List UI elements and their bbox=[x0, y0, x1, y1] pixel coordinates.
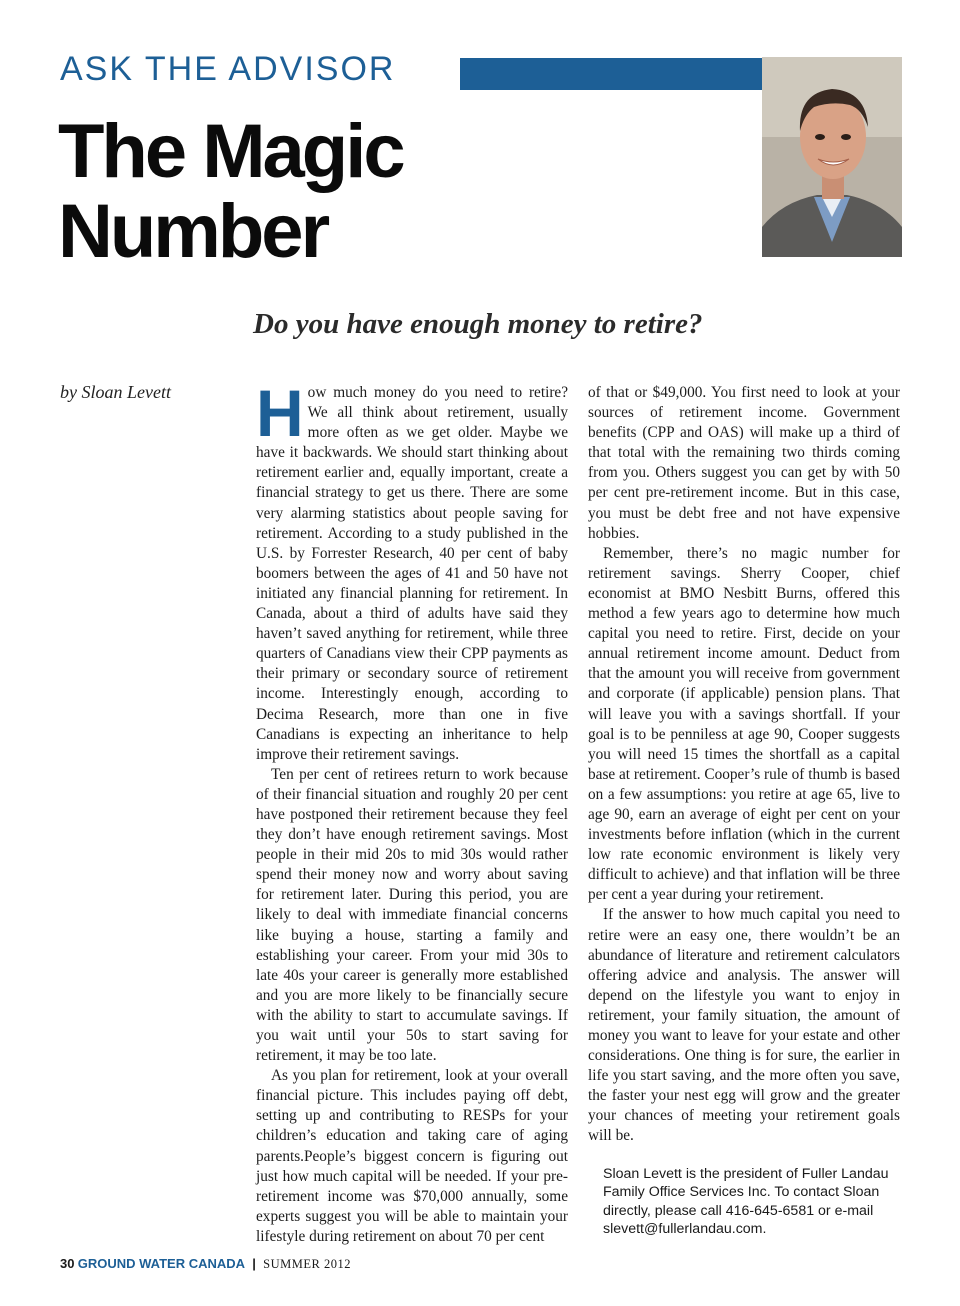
publication-name: GROUND WATER CANADA bbox=[77, 1256, 246, 1271]
author-photo bbox=[762, 57, 902, 257]
drop-cap: H bbox=[256, 376, 304, 450]
section-accent-bar bbox=[460, 58, 762, 90]
paragraph: As you plan for retirement, look at your overall financial picture. This includes paying off debt, setting up and contributing to RESPs for your children’s education and taking care of aging parents.People’s biggest concern is figuring out just how much capital will be needed. If your pre-retirement income was $70,000 annually, some experts suggest you will be able to maintain your lifestyle during retirement on about 70 per cent bbox=[256, 1067, 568, 1245]
article-column-2 bbox=[588, 383, 900, 1147]
article-subtitle: Do you have enough money to retire? bbox=[253, 308, 703, 340]
section-label: ASK THE ADVISOR bbox=[60, 50, 396, 88]
byline: by Sloan Levett bbox=[60, 382, 171, 402]
article-title bbox=[58, 109, 403, 274]
author-bio: Sloan Levett is the president of Fuller Landau Family Office Services Inc. To contact Sloan directly, please call 416-645-6581 or e-mail slevett@fullerlandau.com. bbox=[603, 1166, 889, 1238]
paragraph bbox=[256, 376, 568, 765]
paragraph: of that or $49,000. You first need to look at your sources of retirement income. Government benefits (CPP and OAS) will make up a third of that total with the remaining two thirds coming from you. Others suggest you can get by with 50 per cent pre-retirement income. But in this case, you must be debt free and not have expensive hobbies. bbox=[588, 384, 900, 542]
page-number: 30 bbox=[60, 1256, 75, 1271]
paragraph: Ten per cent of retirees return to work because of their financial situation and roughly 20 per cent have postponed their retirement because they feel they don’t have enough retirement savings. Most people in their mid 20s to mid 30s would rather spend their money now and worry about saving for retirement later. During this period, you are likely to deal with immediate financial concerns like buying a house, starting a family and establishing your career. From your mid 30s to late 40s your career is generally more established and you are more likely to be financially secure with the ability to start to accumulate savings. If you wait until your 50s to start saving for retirement, it may be too late. bbox=[256, 765, 568, 1065]
paragraph-text: ow much money do you need to retire? We all think about retirement, usually more often as we get older. Maybe we have it backwards. We should start thinking about retirement earlier and, equally important, create a financial strategy to get us there. There are some very alarming statistics about people saving for retirement. According to a study published in the U.S. by Forrester Research, 40 per cent of baby boomers between the ages of 41 and 50 have not initiated any financial planning for retirement. In Canada, about a third of adults have said they haven’t saved anything for retirement, while three quarters of Canadians view their CPP payments as their primary or secondary source of retirement income. Interestingly enough, according to Decima Research, more than one in five Canadians is expecting an inheritance to help improve their retirement savings. bbox=[256, 384, 568, 763]
page-footer bbox=[60, 1256, 351, 1272]
footer-separator: | bbox=[252, 1256, 256, 1271]
paragraph: Remember, there’s no magic number for retirement savings. Sherry Cooper, chief economist at BMO Nesbitt Burns, offered this method a few years ago to determine how much capital you need to retire. First, decide on your annual retirement income amount. Deduct from that the amount you will receive from government and corporate (if applicable) pension plans. That will leave you with a savings shortfall. If your goal is to be penniless at age 90, Cooper suggests you will need 15 times the shortfall as a capital base at retirement. Cooper’s rule of thumb is based on a few assumptions: you retire at age 65, live to age 90, earn an average of eight per cent on your investments before inflation (which in the current low rate economic environment is likely very difficult to achieve) and that inflation will be three per cent a year during your retirement. bbox=[588, 544, 900, 904]
author-portrait-graphic bbox=[762, 57, 902, 257]
article-title-line-2: Number bbox=[58, 189, 328, 274]
article-column-1 bbox=[256, 376, 568, 1247]
issue-date: SUMMER 2012 bbox=[263, 1257, 351, 1271]
article-title-line-1: The Magic bbox=[58, 109, 403, 194]
paragraph: If the answer to how much capital you need to retire were an easy one, there wouldn’t be an abundance of literature and retirement calculators offering advice and analysis. The answer will depend on the lifestyle you want to enjoy in retirement, your family situation, the amount of money you want to leave for your estate and other considerations. One thing is for sure, the earlier in life you start saving, and the more often you save, the faster your nest egg will grow and the greater your chances of meeting your retirement goals will be. bbox=[588, 906, 900, 1145]
